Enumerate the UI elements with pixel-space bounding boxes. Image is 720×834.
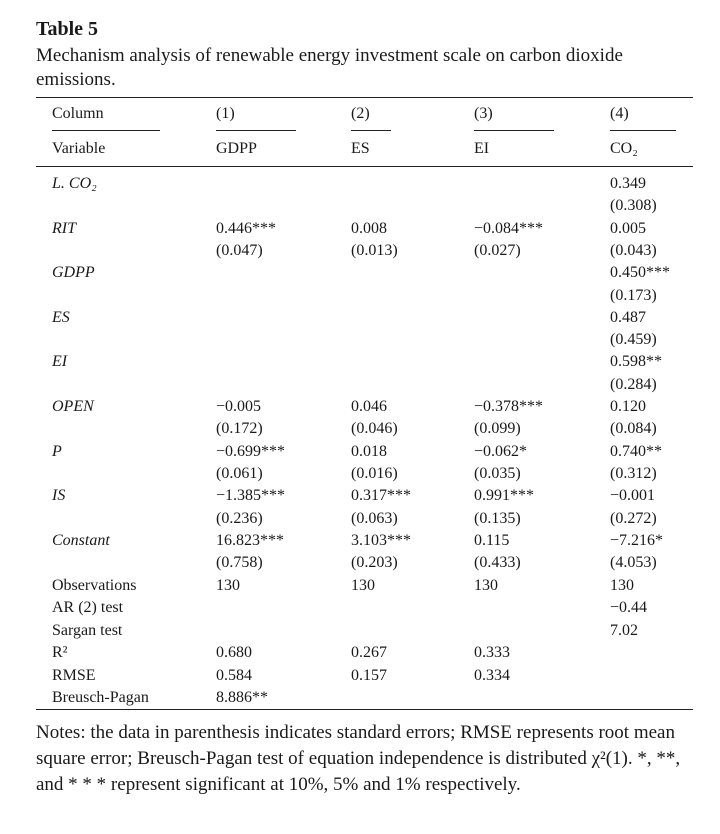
table-cell: 0.584 [216,666,252,684]
table-cell: (0.046) [351,420,398,438]
table-cell: (0.172) [216,420,263,438]
table-cell: 130 [351,577,375,594]
table-cell: 0.991*** [474,487,534,505]
table-cell: −7.216* [610,531,664,549]
header-subrule-1 [216,130,296,131]
header-column-label: Column [52,105,104,122]
table-cell: 130 [216,577,240,594]
table-cell: 0.680 [216,644,252,662]
table-cell: (0.061) [216,464,263,482]
table-cell: (0.236) [216,509,263,527]
row-label: GDPP [52,264,95,282]
header-subrule-0 [52,130,160,131]
row-label: IS [52,487,66,505]
table-cell: (0.063) [351,509,398,527]
row-label: ES [52,308,70,326]
table-cell: 0.008 [351,219,387,237]
table-cell: −0.44 [610,599,648,617]
bottom-rule [36,709,693,710]
row-label: Sargan test [52,621,123,639]
table-cell: 0.349 [610,175,646,192]
table-cell: (0.312) [610,464,657,482]
table-cell: 0.333 [474,644,510,662]
table-cell: −0.699*** [216,442,286,460]
header-variable-label: Variable [52,140,106,157]
table-cell: (0.459) [610,331,657,349]
row-label: Breusch-Pagan [52,689,149,706]
table-cell: 0.018 [351,442,387,460]
table-cell: 0.120 [610,398,646,415]
row-label: R² [52,644,68,662]
table-label: Table 5 [36,18,99,40]
table-cell: 0.334 [474,666,510,684]
row-label: AR (2) test [52,599,124,617]
table-cell: 0.450*** [610,264,670,282]
row-label: Observations [52,577,137,594]
table-cell: −0.005 [216,398,262,415]
table-cell: 130 [610,577,634,594]
table-cell: (0.016) [351,464,398,482]
header-subrule-2 [351,130,391,131]
table-cell: (0.284) [610,375,657,393]
table-cell: 16.823*** [216,531,284,549]
table-cell: 0.487 [610,308,646,326]
top-rule [36,97,693,98]
header-subrule-4 [610,130,676,131]
table-cell: (0.047) [216,241,263,259]
table-cell: −0.062* [474,442,528,460]
table-cell: 0.598** [610,353,662,371]
table-cell: 3.103*** [351,531,411,549]
table-cell: 0.115 [474,531,510,549]
table-cell: 0.740** [610,442,662,460]
table-cell: 0.046 [351,398,387,415]
table-cell: −1.385*** [216,487,286,505]
table-cell: (0.173) [610,286,657,304]
header-col-4: (4) [610,105,629,122]
table-cell: 0.005 [610,219,646,237]
row-label: RMSE [52,666,96,684]
table-cell: (4.053) [610,554,657,572]
header-var-1: GDPP [216,140,257,157]
table-cell: −0.001 [610,487,656,505]
table-cell: (0.099) [474,420,521,438]
table-cell: 7.02 [610,621,638,639]
table-cell: (0.013) [351,241,398,259]
table-cell: (0.203) [351,554,398,572]
header-var-3: EI [474,140,490,157]
table-notes: Notes: the data in parenthesis indicates standard errors; RMSE represents root mean square error; Breusch-Pagan test of equation independence is distributed χ²(1). *, **, and * * * represent significant at 10%, 5% and 1% respectively. [36,722,681,795]
table-cell: −0.378*** [474,398,544,415]
table-cell: 0.446*** [216,219,276,237]
header-var-4: CO₂ [610,140,638,157]
table-cell: (0.084) [610,420,657,438]
table-cell: 0.317*** [351,487,411,505]
table-cell: (0.272) [610,509,657,527]
header-col-2: (2) [351,105,370,122]
table-cell: (0.043) [610,241,657,259]
header-subrule-3 [474,130,554,131]
table-cell: (0.135) [474,509,521,527]
header-col-3: (3) [474,105,493,122]
row-label: OPEN [52,398,94,415]
table-cell: 0.267 [351,644,387,662]
table-caption: Mechanism analysis of renewable energy investment scale on carbon dioxide emissions. [36,45,623,90]
table-cell: (0.035) [474,464,521,482]
row-label: P [52,442,62,460]
table-cell: (0.308) [610,197,657,215]
table-cell: (0.027) [474,241,521,259]
row-label: EI [52,353,68,371]
header-col-1: (1) [216,105,235,122]
table-cell: 0.157 [351,666,387,684]
row-label: RIT [52,219,76,237]
table-cell: (0.758) [216,554,263,572]
row-label: L. CO₂ [52,175,97,192]
row-label: Constant [52,531,110,549]
table-cell: (0.433) [474,554,521,572]
header-var-2: ES [351,140,370,157]
header-bottom-rule [36,166,693,167]
table-cell: 8.886** [216,689,268,706]
table-cell: −0.084*** [474,219,544,237]
table-cell: 130 [474,577,498,594]
